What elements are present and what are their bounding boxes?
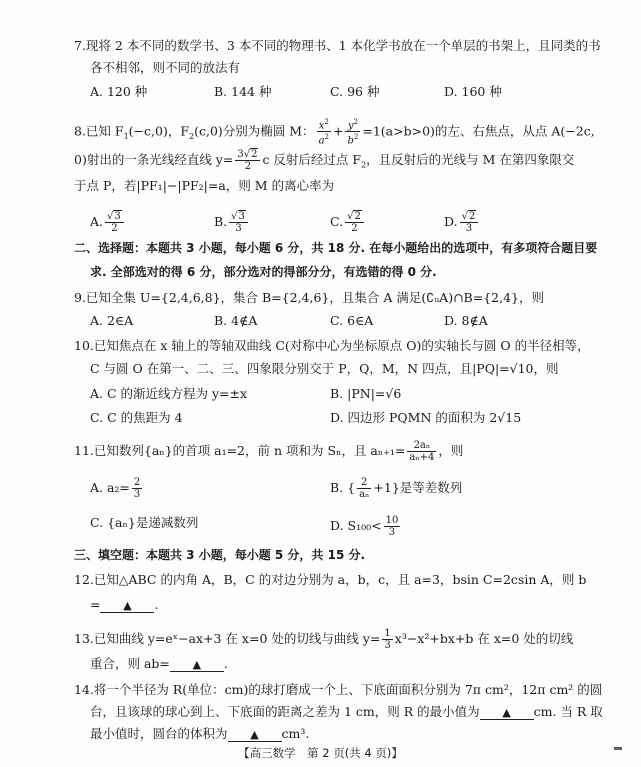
q8-option-a: A. $\frac{√3}{2}$ xyxy=(90,211,126,234)
q11-options-row2 xyxy=(0,508,641,538)
q14-answer-blank-1[interactable] xyxy=(480,707,534,720)
q8-stem-line2: 0)射出的一条光线经直线 y= $\frac{3√2}{2}$ c 反射后经过点 $F_2$，且反射后的光线与 M 在第四象限交 xyxy=(74,149,575,172)
q9-option-c: C. 6∈A xyxy=(330,313,374,328)
triangle-marker-icon: ▲ xyxy=(250,728,259,741)
q11-option-a: A. a₂= $\frac{2}{3}$ xyxy=(90,477,141,500)
exam-page: 7.现将 2 本不同的数学书、3 本不同的物理书、1 本化学书放在一个单层的书架上，且同类的书 各不相邻，则不同的放法有 A. 120 种 B. 144 种 C. 96 种 D. 160 种 8.已知 $F_1(-c,0)$，$F_2(c,0)$分别为椭圆 M： $\frac{x^2}{a^2}$ + $\frac{y^2}{b^2}$ =1(a>b>0)的左、右焦点，从点 A(−2c, 0)射出的一条光线经直线 y= $\frac{3√2}{2}$ c 反射后经过点 $F_2$，且反射后的光线与 M 在第四象限交 于点 P，若|PF₁|−|PF₂|=a，则 M 的离心率为 A. $\frac{√3}{2}$ B. $\frac{√3}{3}$ C. $\frac{√2}{2}$ D. $\frac{√2}{3}$ 二、选择题：本题共 3 小题，每小题 6 分，共 18 分. 在每小题给出的选项中，有多项符合题目要 求. 全部选对的得 6 分，部分选对的得部分分，有选错的得 0 分. 9.已知全集 U={2,4,6,8}，集合 B={2,4,6}，且集合 A 满足(∁ᵤA)∩B={2,4}，则 A. 2∈A B. 4∉A C. 6∈A D. 8∉A 10.已知焦点在 x 轴上的等轴双曲线 C(对称中心为坐标原点 O)的实轴长与圆 O 的半径相等， C 与圆 O 在第一、二、三、四象限分别交于 P，Q，M，N 四点，且|PQ|=√10，则 A. C 的渐近线方程为 y=±x B. |PN|=√6 C. C 的焦距为 4 D. 四边形 PQMN 的面积为 2√15 11.已知数列{aₙ}的首项 a₁=2，前 n 项和为 Sₙ，且 aₙ₊₁= $\frac{\text{2aₙ}}{\text{aₙ+4}}$ ，则 A. a₂= $\frac{2}{3}$ B. { $\frac{2}{\text{aₙ}}$ +1}是等差数列 C. {aₙ}是递减数列 D. S₁₀₀< $\frac{10}{3}$ 三、填空题：本题共 3 小题，每小题 5 分，共 15 分. 12.已知△ABC 的内角 A，B，C 的对边分别为 a，b，c，且 a=3，bsin C=2csin A，则 b = ▲ . 13.已知曲线 y=eˣ−ax+3 在 x=0 处的切线与曲线 y= $\frac{1}{3}$ x³−x²+bx+b 在 x=0 处的切线 重合，则 ab= ▲ . 14.将一个半径为 R(单位：cm)的球打磨成一个上、下底面面积分别为 7π cm²，12π cm² 的圆 台，且该球的球心到上、下底面的距离之差为 1 cm，则 R 的最小值为 ▲ cm. 当 R 取 最小值时，圆台的体积为 ▲ cm³. 【高三数学 第 2 页(共 4 页)】 xyxy=(0,0,641,767)
q11-option-b: B. { $\frac{2}{\text{aₙ}}$ +1}是等差数列 xyxy=(330,477,463,500)
q10-option-b: B. |PN|=√6 xyxy=(330,386,402,401)
q12-answer-blank[interactable] xyxy=(100,600,154,613)
q14-answer-blank-2[interactable] xyxy=(228,729,282,742)
q13-answer-blank[interactable] xyxy=(170,659,224,672)
q11-stem: 11.已知数列{aₙ}的首项 a₁=2，前 n 项和为 Sₙ，且 aₙ₊₁= $\frac{\text{2aₙ}}{\text{aₙ+4}}$ ，则 xyxy=(74,440,464,463)
q9-option-b: B. 4∉A xyxy=(214,313,258,328)
q8-option-b: B. $\frac{√3}{3}$ xyxy=(214,211,250,234)
q10-option-c: C. C 的焦距为 4 xyxy=(90,410,183,425)
triangle-marker-icon: ▲ xyxy=(192,658,202,671)
q8-option-c: C. $\frac{√2}{2}$ xyxy=(330,211,366,234)
page-footer: 【高三数学 第 2 页(共 4 页)】 xyxy=(238,746,403,760)
q10-option-d: D. 四边形 PQMN 的面积为 2√15 xyxy=(330,410,522,425)
q8-stem-line1: 8.已知 $F_1(-c,0)$，$F_2(c,0)$分别为椭圆 M： $\frac{x^2}{a^2}$ + $\frac{y^2}{b^2}$ =1(a>b>0)的左、右焦点，从点 A(−2c, xyxy=(74,118,595,147)
q11-option-c: C. {aₙ}是递减数列 xyxy=(90,515,199,530)
q7-option-b: B. 144 种 xyxy=(214,84,272,99)
q9-option-a: A. 2∈A xyxy=(90,313,134,328)
q7-option-c: C. 96 种 xyxy=(330,84,380,99)
recurrence-fraction: $\frac{\text{2aₙ}}{\text{aₙ+4}}$ xyxy=(409,440,435,463)
ellipse-y-term: $\frac{y^2}{b^2}$ xyxy=(347,118,359,147)
q10-option-a: A. C 的渐近线方程为 y=±x xyxy=(90,386,248,401)
q9-option-d: D. 8∉A xyxy=(444,313,488,328)
q11-options-row1 xyxy=(0,470,641,500)
q13-fraction: $\frac{1}{3}$ xyxy=(384,628,391,651)
ellipse-x-term: $\frac{x^2}{a^2}$ xyxy=(318,118,329,147)
q13-stem-line1: 13.已知曲线 y=eˣ−ax+3 在 x=0 处的切线与曲线 y= $\frac{1}{3}$ x³−x²+bx+b 在 x=0 处的切线 xyxy=(74,628,574,651)
q8-option-d: D. $\frac{√2}{3}$ xyxy=(444,211,480,234)
triangle-marker-icon: ▲ xyxy=(123,599,132,612)
q11-option-d: D. S₁₀₀< $\frac{10}{3}$ xyxy=(330,515,399,538)
line-slope-fraction: $\frac{3√2}{2}$ xyxy=(235,149,260,172)
q8-options xyxy=(0,204,641,234)
triangle-marker-icon: ▲ xyxy=(502,706,511,719)
q7-option-d: D. 160 种 xyxy=(444,84,502,99)
corner-mark xyxy=(614,747,622,750)
q7-option-a: A. 120 种 xyxy=(90,84,148,99)
